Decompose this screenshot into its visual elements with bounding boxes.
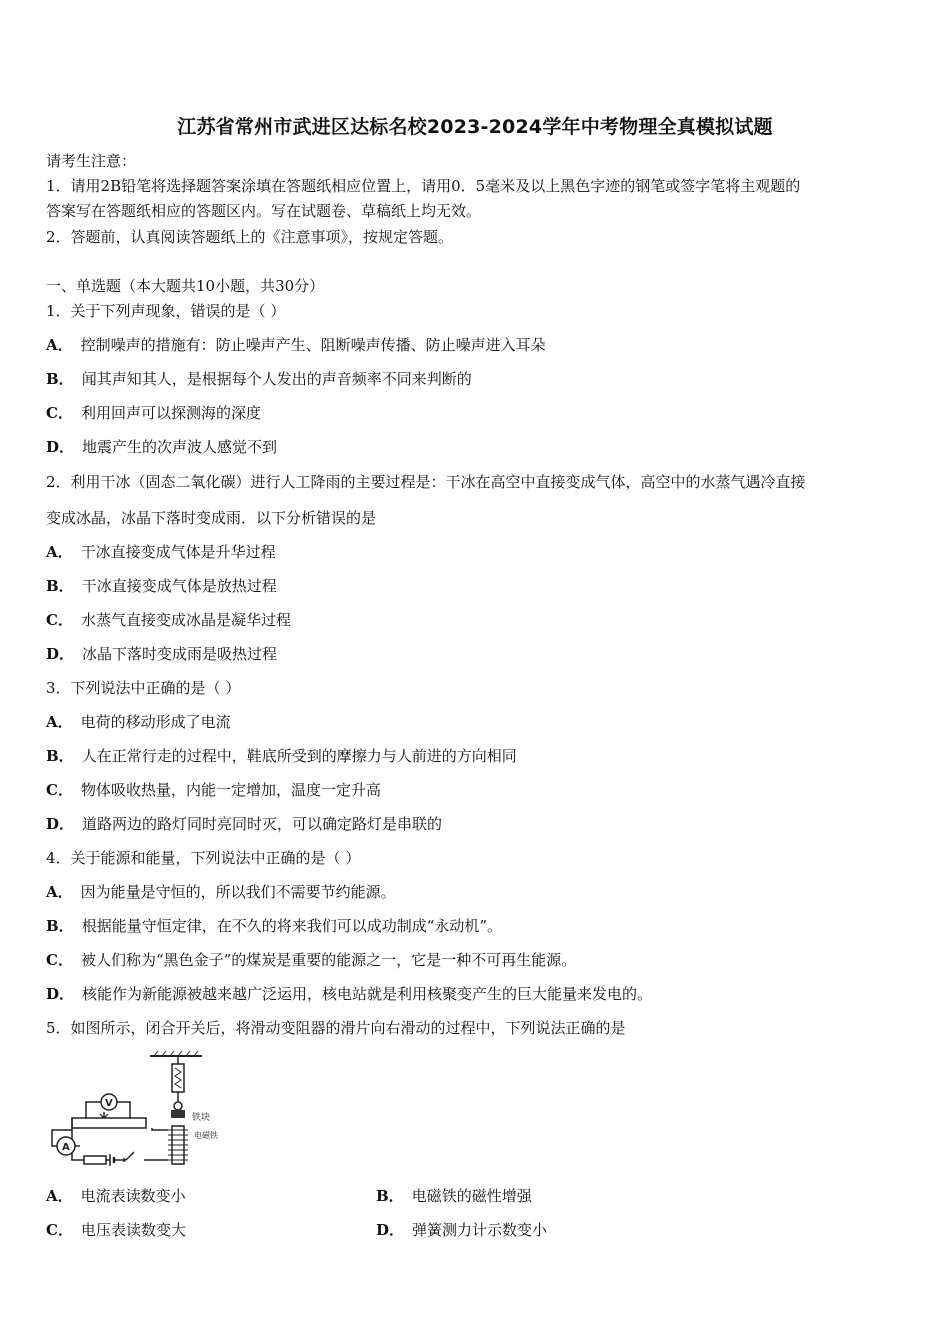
option-text: 冰晶下落时变成雨是吸热过程: [82, 645, 278, 663]
q5-option-c: [46, 1220, 186, 1240]
option-label: D．: [46, 985, 75, 1003]
q5-option-b: [376, 1186, 532, 1206]
q2-option-a: [46, 542, 276, 562]
option-text: 电磁铁的磁性增强: [411, 1187, 532, 1205]
option-label: A．: [46, 336, 73, 354]
q2-stem-1: 2．利用干冰（固态二氧化碳）进行人工降雨的主要过程是：干冰在高空中直接变成气体，高空中的水蒸气遇冷直接: [46, 473, 806, 491]
option-text: 控制噪声的措施有：防止噪声产生、阻断噪声传播、防止噪声进入耳朵: [80, 336, 546, 354]
q5-stem: 5．如图所示，闭合开关后，将滑动变阻器的滑片向右滑动的过程中，下列说法正确的是: [46, 1019, 626, 1037]
iron-block-label: 铁块: [192, 1113, 211, 1123]
option-text: 地震产生的次声波人感觉不到: [82, 438, 278, 456]
q2-option-d: [46, 644, 277, 664]
option-label: A．: [46, 883, 73, 901]
q4-stem: 4．关于能源和能量，下列说法中正确的是（ ）: [46, 849, 361, 867]
option-text: 电流表读数变小: [80, 1187, 186, 1205]
q1-option-a: [46, 335, 546, 355]
option-label: C．: [46, 951, 73, 969]
option-text: 弹簧测力计示数变小: [412, 1221, 548, 1239]
option-label: A．: [46, 713, 73, 731]
circuit-diagram: [44, 1050, 234, 1172]
option-text: 根据能量守恒定律，在不久的将来我们可以成功制成“永动机”。: [81, 917, 503, 935]
q4-option-b: [46, 916, 502, 936]
resistor-icon: [84, 1156, 106, 1164]
notice-item-1a: 1．请用2B铅笔将选择题答案涂填在答题纸相应位置上，请用0．5毫米及以上黑色字迹的钢笔或签字笔将主观题的: [46, 177, 801, 195]
option-text: 因为能量是守恒的，所以我们不需要节约能源。: [80, 883, 396, 901]
q3-option-a: [46, 712, 231, 732]
q4-option-c: [46, 950, 576, 970]
option-text: 人在正常行走的过程中，鞋底所受到的摩擦力与人前进的方向相同: [81, 747, 517, 765]
option-label: B．: [376, 1187, 404, 1205]
q4-option-d: [46, 984, 652, 1004]
notice-item-2: 2．答题前，认真阅读答题纸上的《注意事项》，按规定答题。: [46, 228, 454, 246]
option-label: C．: [46, 611, 73, 629]
q5-option-a: [46, 1186, 186, 1206]
option-label: C．: [46, 1221, 73, 1239]
option-text: 电压表读数变大: [80, 1221, 186, 1239]
option-text: 核能作为新能源被越来越广泛运用，核电站就是利用核聚变产生的巨大能量来发电的。: [82, 985, 653, 1003]
q3-stem: 3．下列说法中正确的是（ ）: [46, 679, 241, 697]
option-text: 物体吸收热量，内能一定增加，温度一定升高: [80, 781, 381, 799]
notice-heading: 请考生注意：: [46, 152, 137, 170]
q2-option-c: [46, 610, 291, 630]
exam-title: 江苏省常州市武进区达标名校2023-2024学年中考物理全真模拟试题: [177, 116, 773, 138]
option-text: 水蒸气直接变成冰晶是凝华过程: [80, 611, 291, 629]
q1-option-c: [46, 403, 261, 423]
option-text: 被人们称为“黑色金子”的煤炭是重要的能源之一，它是一种不可再生能源。: [80, 951, 577, 969]
option-label: D．: [376, 1221, 405, 1239]
q3-option-d: [46, 814, 442, 834]
option-text: 干冰直接变成气体是放热过程: [81, 577, 277, 595]
option-label: B．: [46, 747, 74, 765]
q1-option-b: [46, 369, 472, 389]
rheostat-icon: [72, 1118, 146, 1128]
option-text: 利用回声可以探测海的深度: [80, 404, 261, 422]
option-label: B．: [46, 370, 74, 388]
option-label: A．: [46, 543, 73, 561]
option-label: B．: [46, 577, 74, 595]
switch-icon: [122, 1158, 126, 1162]
option-label: C．: [46, 404, 73, 422]
battery-icon: [110, 1154, 114, 1166]
electromagnet-icon: [168, 1126, 188, 1164]
option-text: 闻其声知其人，是根据每个人发出的声音频率不同来判断的: [81, 370, 472, 388]
option-label: D．: [46, 438, 75, 456]
q3-option-c: [46, 780, 381, 800]
notice-item-1b: 答案写在答题纸相应的答题区内。写在试题卷、草稿纸上均无效。: [46, 202, 482, 220]
option-text: 电荷的移动形成了电流: [80, 713, 231, 731]
q2-option-b: [46, 576, 277, 596]
voltmeter-label: V: [105, 1098, 113, 1109]
option-label: D．: [46, 815, 75, 833]
ammeter-label: A: [62, 1142, 70, 1153]
section-heading: 一、单选题（本大题共10小题，共30分）: [46, 277, 325, 295]
q5-option-d: [376, 1220, 547, 1240]
q1-option-d: [46, 437, 277, 457]
option-label: B．: [46, 917, 74, 935]
electromagnet-label: 电磁铁: [194, 1131, 218, 1140]
option-label: A．: [46, 1187, 73, 1205]
q3-option-b: [46, 746, 517, 766]
iron-block-icon: [171, 1110, 185, 1118]
option-label: C．: [46, 781, 73, 799]
option-text: 干冰直接变成气体是升华过程: [80, 543, 276, 561]
spring-balance-icon: [172, 1056, 184, 1110]
q4-option-a: [46, 882, 396, 902]
q2-stem-2: 变成冰晶，冰晶下落时变成雨．以下分析错误的是: [46, 509, 377, 527]
option-text: 道路两边的路灯同时亮同时灭，可以确定路灯是串联的: [82, 815, 443, 833]
option-label: D．: [46, 645, 75, 663]
q1-stem: 1．关于下列声现象，错误的是（ ）: [46, 302, 286, 320]
